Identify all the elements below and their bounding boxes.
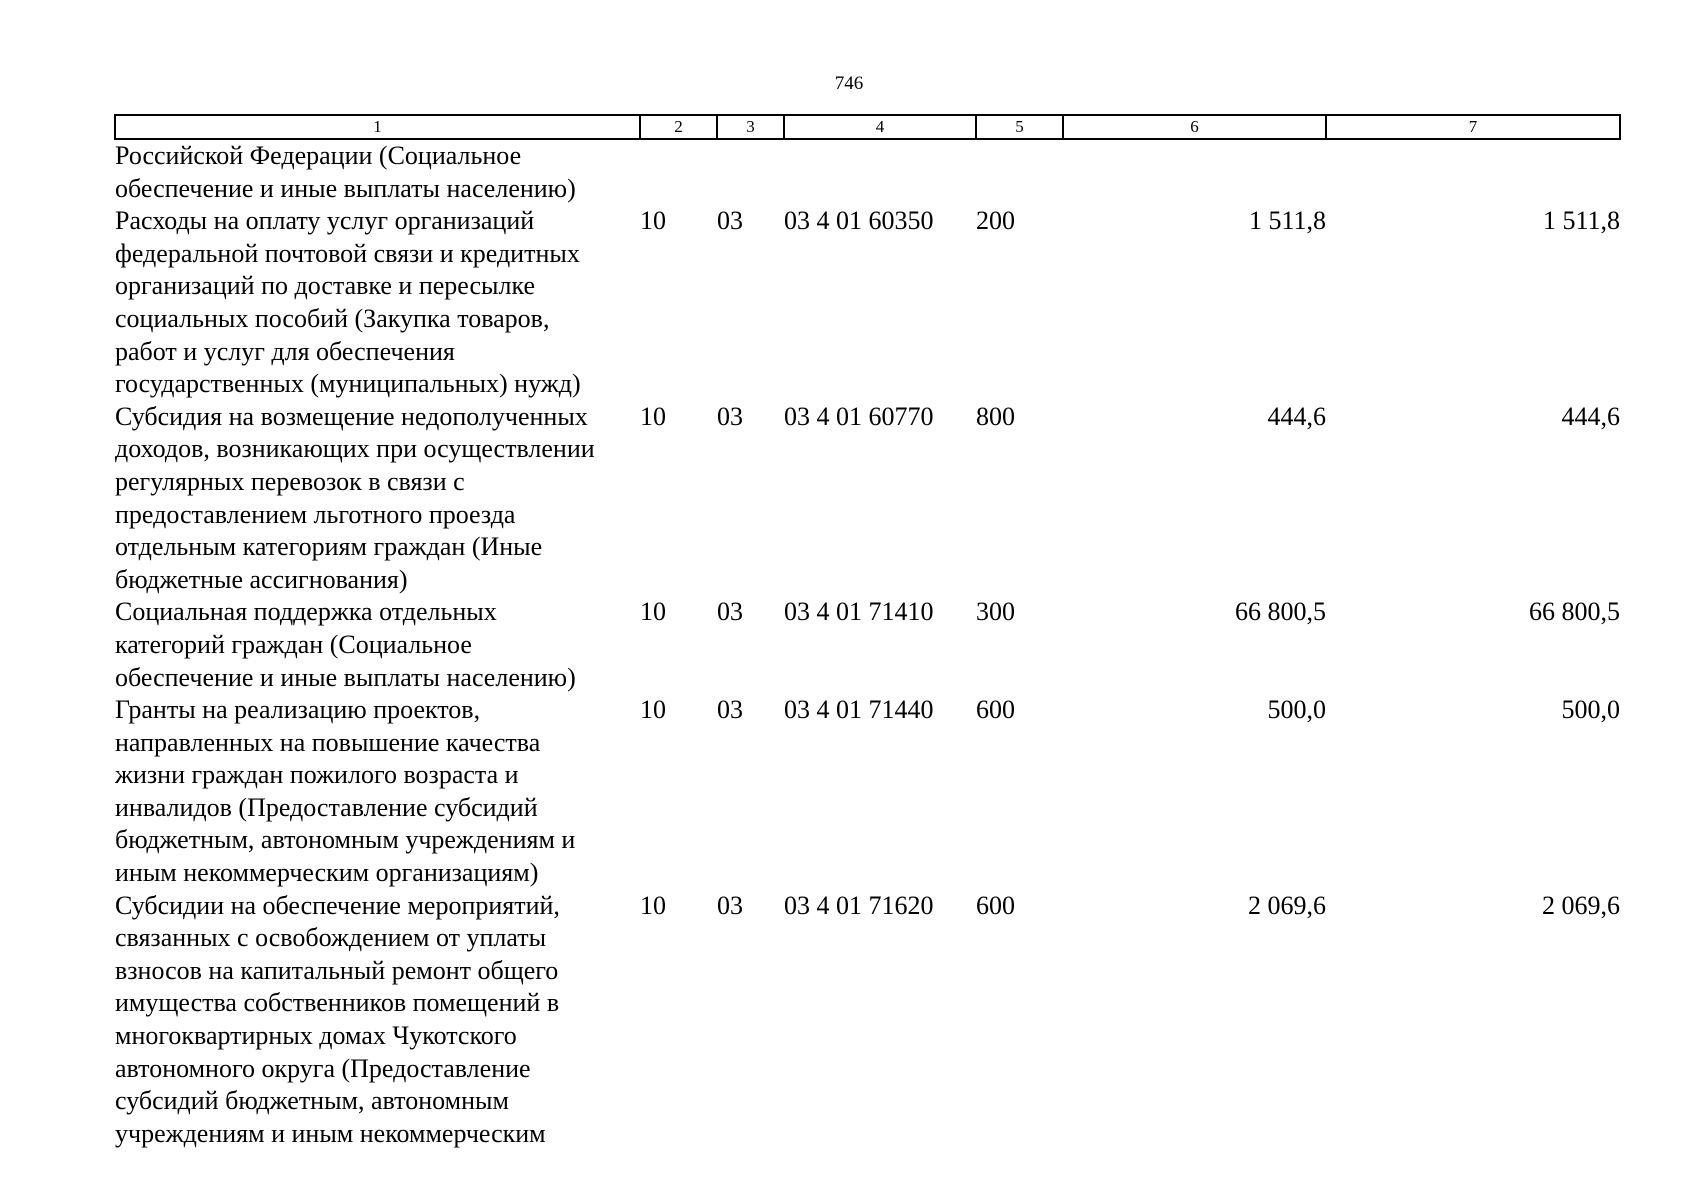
amount-cell-7	[1326, 139, 1620, 205]
row-name-line: инвалидов (Предоставление субсидий	[115, 792, 538, 822]
table-row	[115, 890, 1620, 1151]
row-name-line: социальных пособий (Закупка товаров,	[115, 303, 550, 333]
table-row	[115, 139, 1620, 205]
amount-cell-6: 66 800,5	[1235, 597, 1326, 627]
amount-cell-6: 500,0	[1267, 695, 1326, 725]
row-name-line: учреждениям и иным некоммерческим	[115, 1118, 546, 1148]
target-article-cell: 03 4 01 60770	[784, 401, 934, 431]
subsection-cell: 03	[717, 695, 743, 725]
page-number: 746	[834, 73, 864, 94]
row-name-line: регулярных перевозок в связи с	[115, 466, 465, 496]
row-name-line: Расходы на оплату услуг организаций	[115, 206, 535, 236]
section-cell: 10	[640, 401, 666, 431]
row-name-line: Субсидия на возмещение недополученных	[115, 401, 588, 431]
column-header-6: 6	[1063, 115, 1326, 139]
amount-cell-7: 500,0	[1561, 695, 1620, 725]
subsection-cell	[717, 139, 784, 205]
table-row	[115, 694, 1620, 890]
table-header	[115, 115, 1620, 139]
amount-cell-6: 444,6	[1267, 401, 1326, 431]
row-name-cell	[115, 139, 640, 205]
amount-cell-7: 444,6	[1561, 401, 1620, 431]
row-name-line: организаций по доставке и пересылке	[115, 271, 535, 301]
target-article-cell: 03 4 01 71440	[784, 695, 934, 725]
row-name-line: работ и услуг для обеспечения	[115, 336, 455, 366]
target-article-cell: 03 4 01 60350	[784, 206, 934, 236]
row-name-line: предоставлением льготного проезда	[115, 499, 516, 529]
row-name-line: Гранты на реализацию проектов,	[115, 695, 481, 725]
expense-type-cell: 200	[976, 206, 1015, 236]
row-name-cell	[115, 205, 640, 401]
amount-cell-6	[1063, 139, 1326, 205]
column-header-5: 5	[976, 115, 1063, 139]
row-name-line: многоквартирных домах Чукотского	[115, 1021, 517, 1051]
amount-cell-6: 2 069,6	[1248, 890, 1326, 920]
row-name-cell	[115, 694, 640, 890]
subsection-cell: 03	[717, 206, 743, 236]
amount-cell-7: 1 511,8	[1542, 206, 1620, 236]
column-header-1: 1	[115, 115, 640, 139]
amount-cell-6: 1 511,8	[1248, 206, 1326, 236]
table-row	[115, 401, 1620, 597]
row-name-line: взносов на капитальный ремонт общего	[115, 955, 559, 985]
row-name-line: Субсидии на обеспечение мероприятий,	[115, 890, 560, 920]
table-row	[115, 205, 1620, 401]
expense-type-cell: 300	[976, 597, 1015, 627]
row-name-line: Российской Федерации (Социальное	[115, 141, 522, 170]
row-name-line: доходов, возникающих при осуществлении	[115, 434, 595, 464]
section-cell: 10	[640, 695, 666, 725]
row-name-line: направленных на повышение качества	[115, 727, 541, 757]
row-name-line: субсидий бюджетным, автономным	[115, 1086, 509, 1116]
row-name-line: Социальная поддержка отдельных	[115, 597, 497, 627]
column-header-4: 4	[784, 115, 976, 139]
row-name-line: бюджетным, автономным учреждениям и	[115, 825, 576, 855]
column-header-2: 2	[640, 115, 717, 139]
row-name-line: бюджетные ассигнования)	[115, 564, 408, 594]
target-article-cell	[784, 139, 976, 205]
row-name-line: автономного округа (Предоставление	[115, 1053, 531, 1083]
subsection-cell: 03	[717, 401, 743, 431]
target-article-cell: 03 4 01 71620	[784, 890, 934, 920]
subsection-cell: 03	[717, 597, 743, 627]
amount-cell-7: 2 069,6	[1542, 890, 1620, 920]
table-row	[115, 596, 1620, 694]
header-row	[115, 115, 1620, 139]
row-name-cell	[115, 890, 640, 1151]
row-name-cell	[115, 596, 640, 694]
row-name-line: федеральной почтовой связи и кредитных	[115, 238, 580, 268]
budget-table	[114, 114, 1621, 1150]
expense-type-cell	[976, 139, 1063, 205]
row-name-line: жизни граждан пожилого возраста и	[115, 760, 519, 790]
expense-type-cell: 600	[976, 695, 1015, 725]
section-cell	[640, 139, 717, 205]
expense-type-cell: 800	[976, 401, 1015, 431]
row-name-cell	[115, 401, 640, 597]
section-cell: 10	[640, 890, 666, 920]
row-name-line: государственных (муниципальных) нужд)	[115, 369, 581, 399]
column-header-3: 3	[717, 115, 784, 139]
row-name-line: обеспечение и иные выплаты населению)	[115, 662, 576, 692]
section-cell: 10	[640, 206, 666, 236]
subsection-cell: 03	[717, 890, 743, 920]
row-name-line: категорий граждан (Социальное	[115, 629, 472, 659]
column-header-7: 7	[1326, 115, 1620, 139]
row-name-line: связанных с освобождением от уплаты	[115, 923, 547, 953]
section-cell: 10	[640, 597, 666, 627]
row-name-line: отдельным категориям граждан (Иные	[115, 532, 543, 562]
expense-type-cell: 600	[976, 890, 1015, 920]
row-name-line: иным некоммерческим организациям)	[115, 858, 539, 888]
row-name-line: обеспечение и иные выплаты населению)	[115, 173, 576, 203]
target-article-cell: 03 4 01 71410	[784, 597, 934, 627]
amount-cell-7: 66 800,5	[1529, 597, 1620, 627]
table-body	[115, 139, 1620, 1150]
row-name-line: имущества собственников помещений в	[115, 988, 560, 1018]
